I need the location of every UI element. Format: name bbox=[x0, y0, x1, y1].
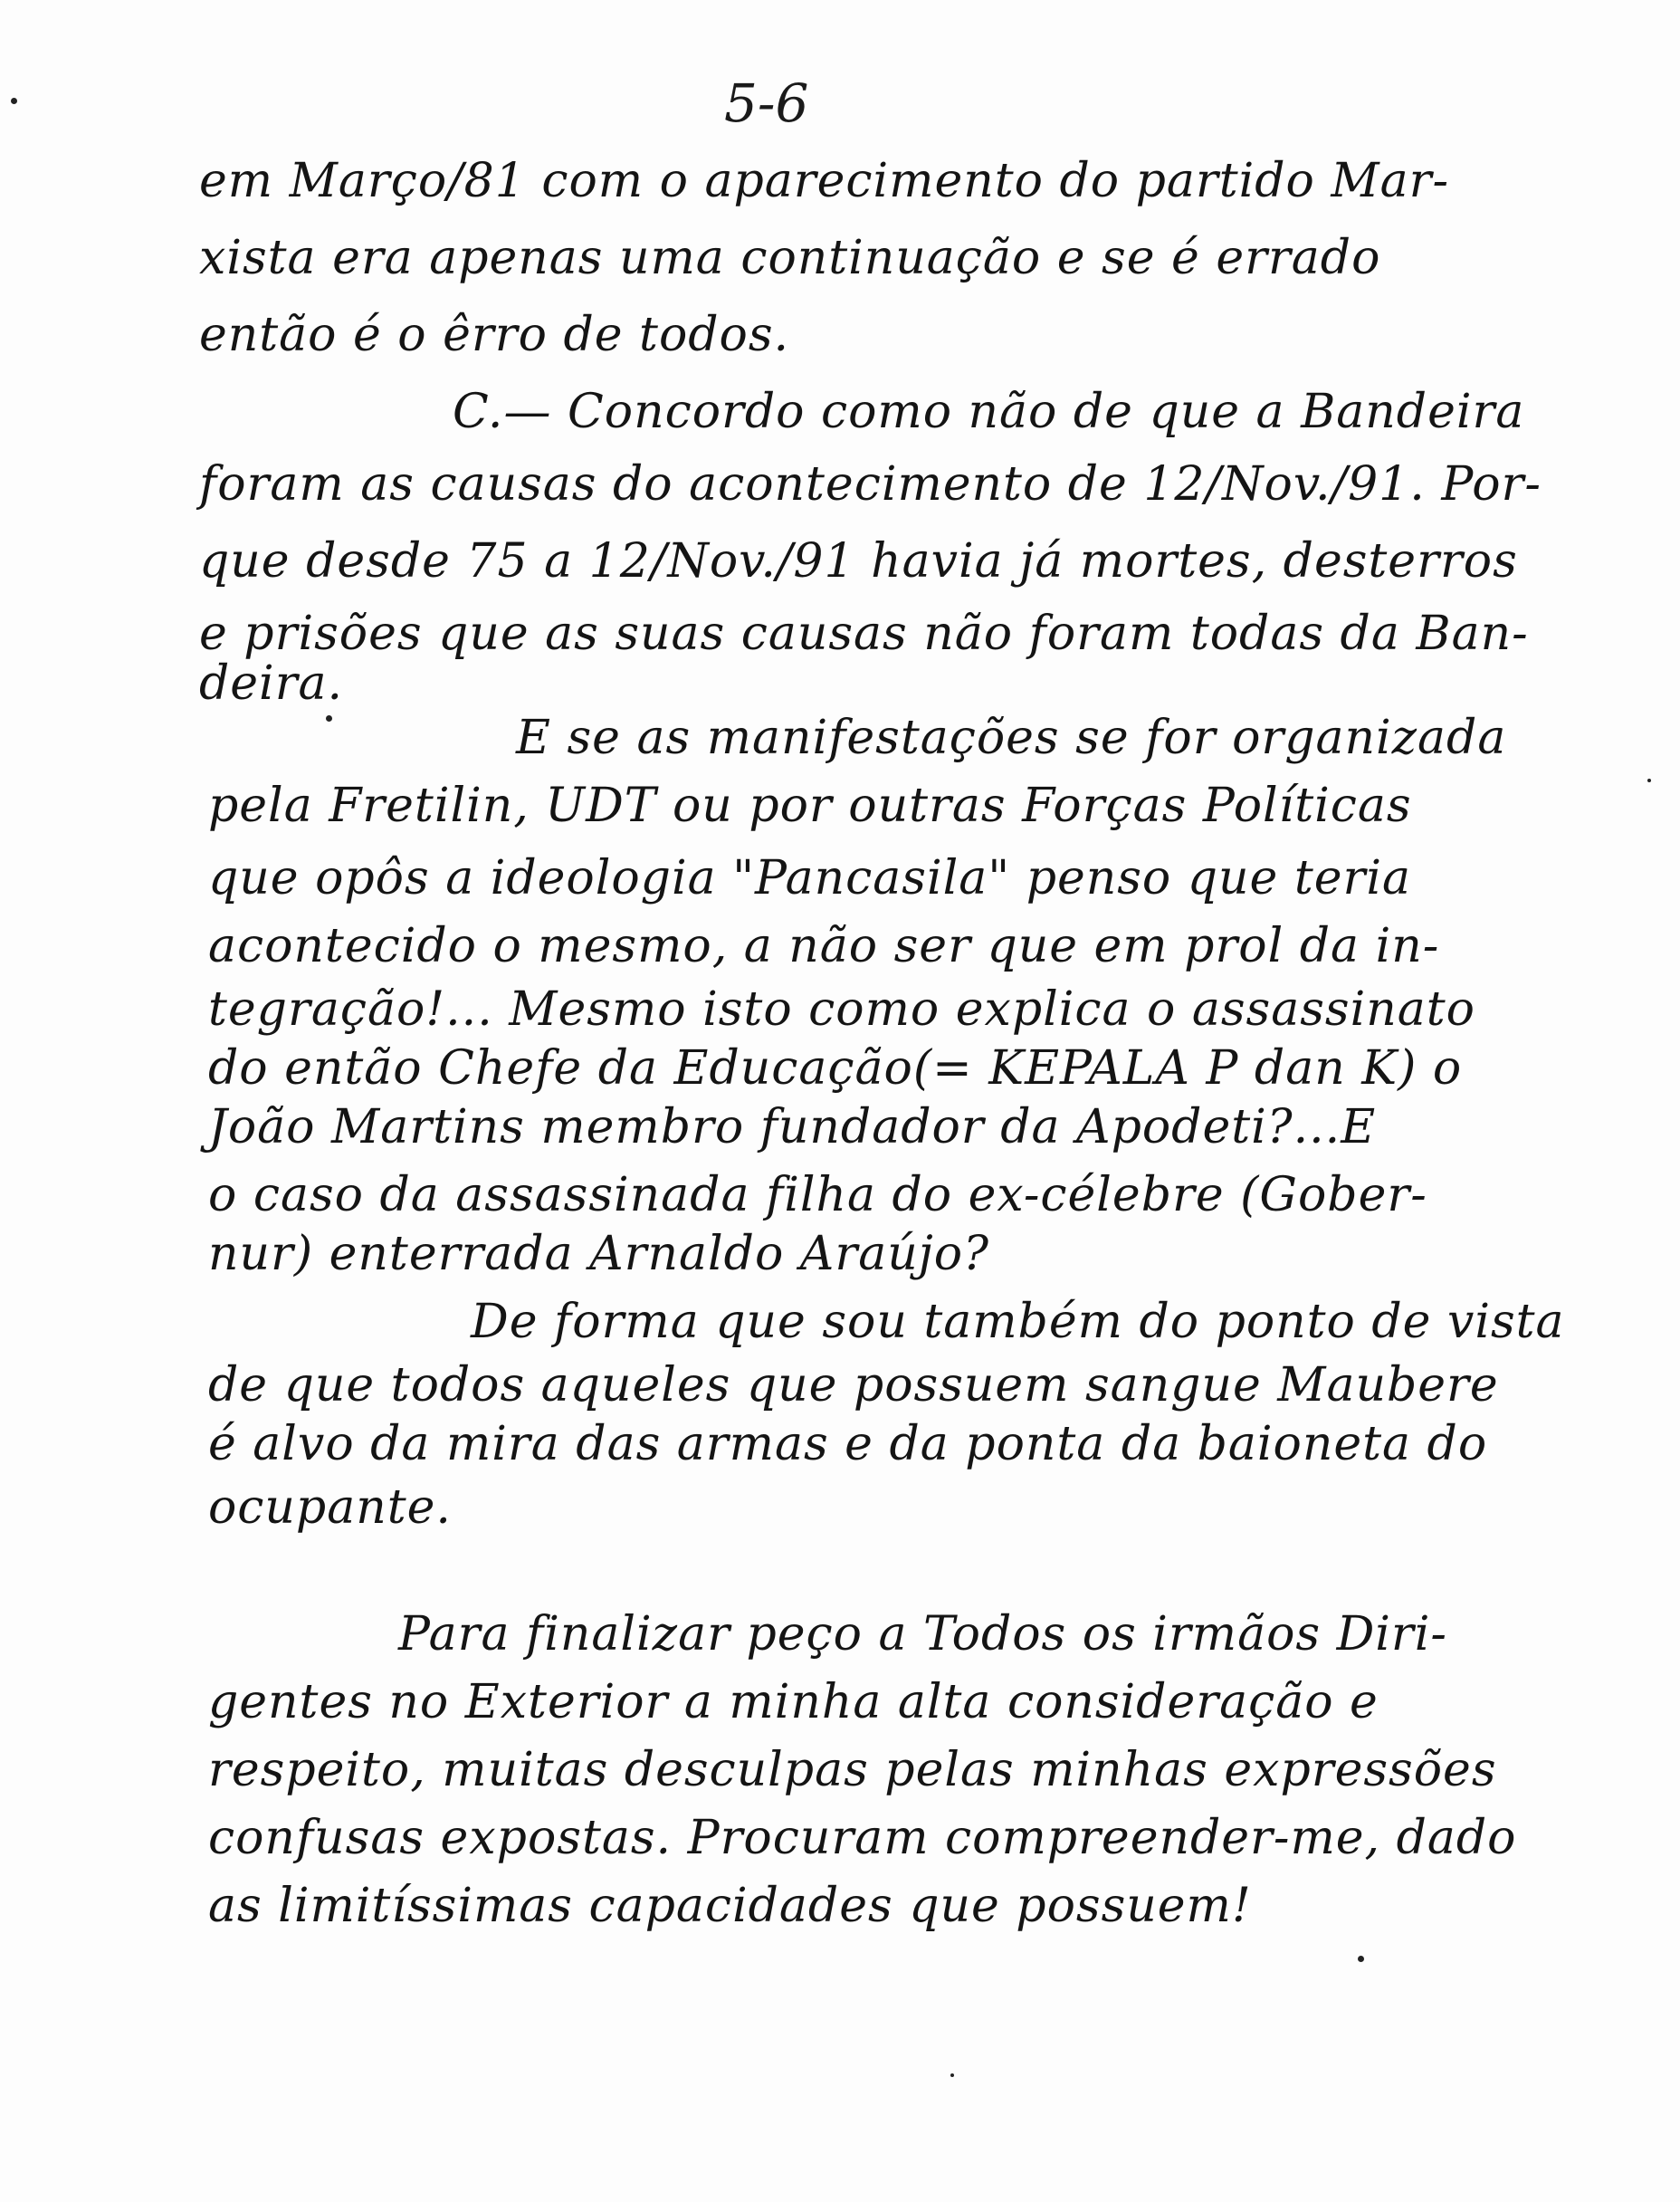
text-line: em Março/81 com o aparecimento do partido Mar- bbox=[199, 154, 1450, 208]
scan-speck bbox=[1647, 779, 1651, 782]
text-line: que desde 75 a 12/Nov./91 havia já mortes, desterros bbox=[199, 534, 1518, 589]
text-line: C.— Concordo como não de que a Bandeira bbox=[453, 385, 1525, 439]
text-line: De forma que sou também do ponto de vista bbox=[471, 1295, 1565, 1349]
text-line: deira. bbox=[199, 656, 344, 711]
scan-speck bbox=[326, 715, 332, 722]
text-line: do então Chefe da Educação(= KEPALA P dan K) o bbox=[208, 1041, 1463, 1096]
text-line: nur) enterrada Arnaldo Araújo? bbox=[208, 1227, 989, 1281]
text-line: xista era apenas uma continuação e se é errado bbox=[199, 231, 1381, 285]
text-line: então é o êrro de todos. bbox=[199, 308, 790, 362]
text-line: pela Fretilin, UDT ou por outras Forças Políticas bbox=[208, 779, 1412, 833]
page-number: 5-6 bbox=[724, 72, 809, 134]
text-line: que opôs a ideologia "Pancasila" penso que teria bbox=[208, 851, 1412, 905]
text-line: confusas expostas. Procuram compreender-me, dado bbox=[208, 1811, 1517, 1865]
text-line: o caso da assassinada filha do ex-célebre (Gober- bbox=[208, 1168, 1427, 1222]
text-line: tegração!... Mesmo isto como explica o assassinato bbox=[208, 982, 1475, 1037]
text-line: gentes no Exterior a minha alta consideração e bbox=[208, 1675, 1379, 1729]
text-line: João Martins membro fundador da Apodeti?...E bbox=[208, 1100, 1377, 1154]
text-line: é alvo da mira das armas e da ponta da baioneta do bbox=[208, 1417, 1488, 1471]
text-line: Para finalizar peço a Todos os irmãos Diri- bbox=[398, 1607, 1447, 1661]
scan-speck bbox=[1358, 1956, 1364, 1962]
text-line: e prisões que as suas causas não foram todas da Ban- bbox=[199, 607, 1529, 661]
text-line: as limitíssimas capacidades que possuem! bbox=[208, 1879, 1252, 1933]
text-line: acontecido o mesmo, a não ser que em prol da in- bbox=[208, 919, 1440, 973]
text-line: foram as causas do acontecimento de 12/Nov./91. Por- bbox=[199, 457, 1542, 512]
text-line: ocupante. bbox=[208, 1480, 452, 1535]
text-line: respeito, muitas desculpas pelas minhas expressões bbox=[208, 1743, 1497, 1797]
text-line: E se as manifestações se for organizada bbox=[516, 711, 1507, 765]
scan-speck bbox=[950, 2073, 954, 2077]
text-line: de que todos aqueles que possuem sangue Maubere bbox=[208, 1358, 1499, 1412]
scan-speck bbox=[11, 98, 17, 104]
